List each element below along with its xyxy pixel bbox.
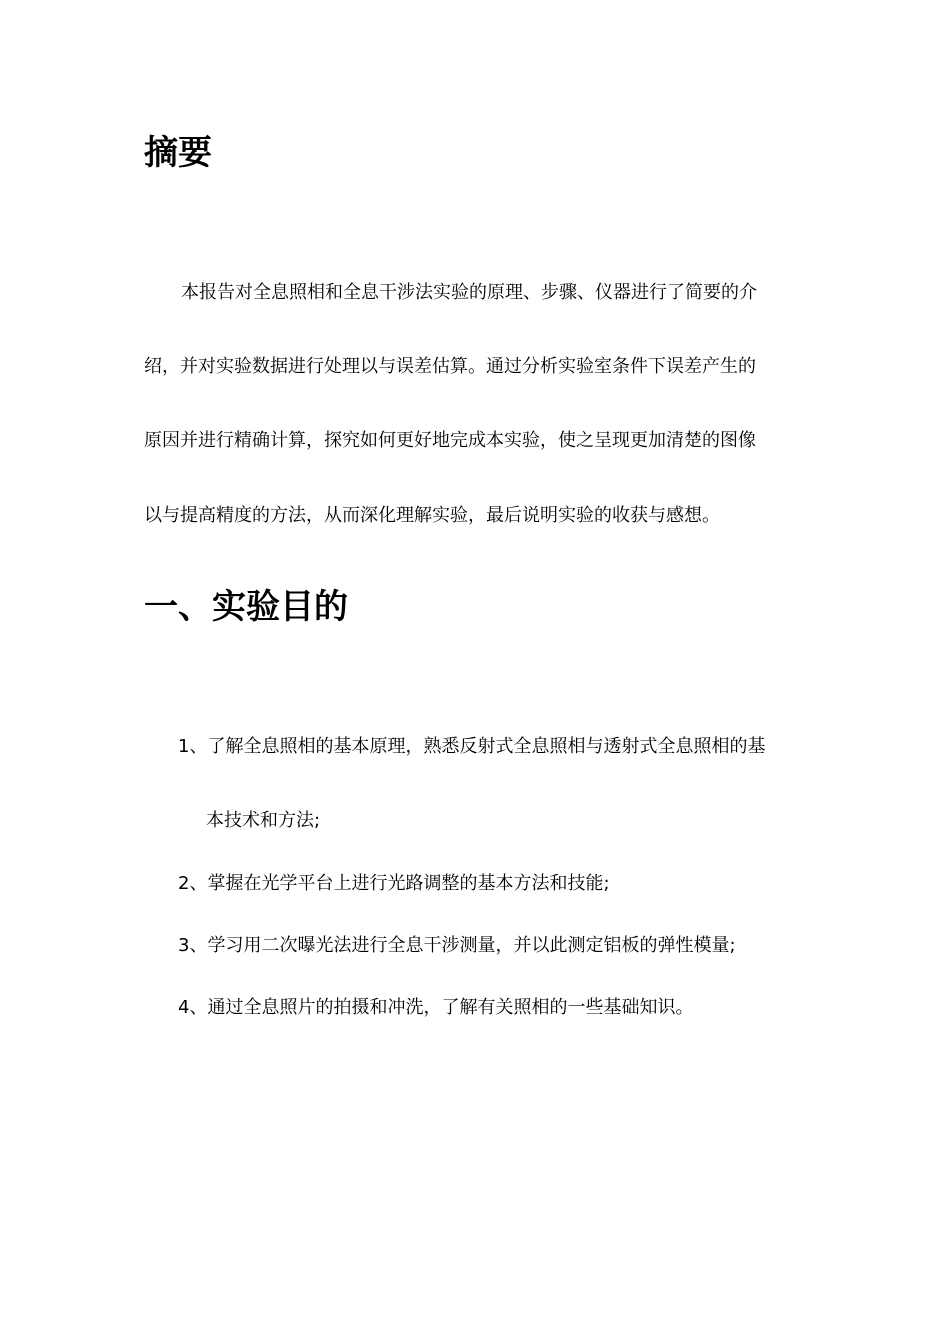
- abstract-heading: 摘要: [144, 133, 212, 173]
- abstract-line-2: 绍，并对实验数据进行处理以与误差估算。通过分析实验室条件下误差产生的: [144, 356, 756, 377]
- list-item-1: 1、了解全息照相的基本原理，熟悉反射式全息照相与透射式全息照相的基: [178, 736, 766, 757]
- abstract-line-1: 本报告对全息照相和全息干涉法实验的原理、步骤、仪器进行了简要的介: [181, 282, 757, 303]
- list-item-3: 3、学习用二次曝光法进行全息干涉测量，并以此测定铝板的弹性模量;: [178, 935, 736, 956]
- list-item-1-continuation: 本技术和方法;: [206, 810, 321, 831]
- section-heading-objectives: 一、实验目的: [144, 587, 348, 627]
- abstract-line-3: 原因并进行精确计算，探究如何更好地完成本实验，使之呈现更加清楚的图像: [144, 430, 756, 451]
- abstract-line-4: 以与提高精度的方法，从而深化理解实验，最后说明实验的收获与感想。: [144, 505, 720, 526]
- list-item-4: 4、通过全息照片的拍摄和冲洗，了解有关照相的一些基础知识。: [178, 997, 694, 1018]
- list-item-2: 2、掌握在光学平台上进行光路调整的基本方法和技能;: [178, 873, 610, 894]
